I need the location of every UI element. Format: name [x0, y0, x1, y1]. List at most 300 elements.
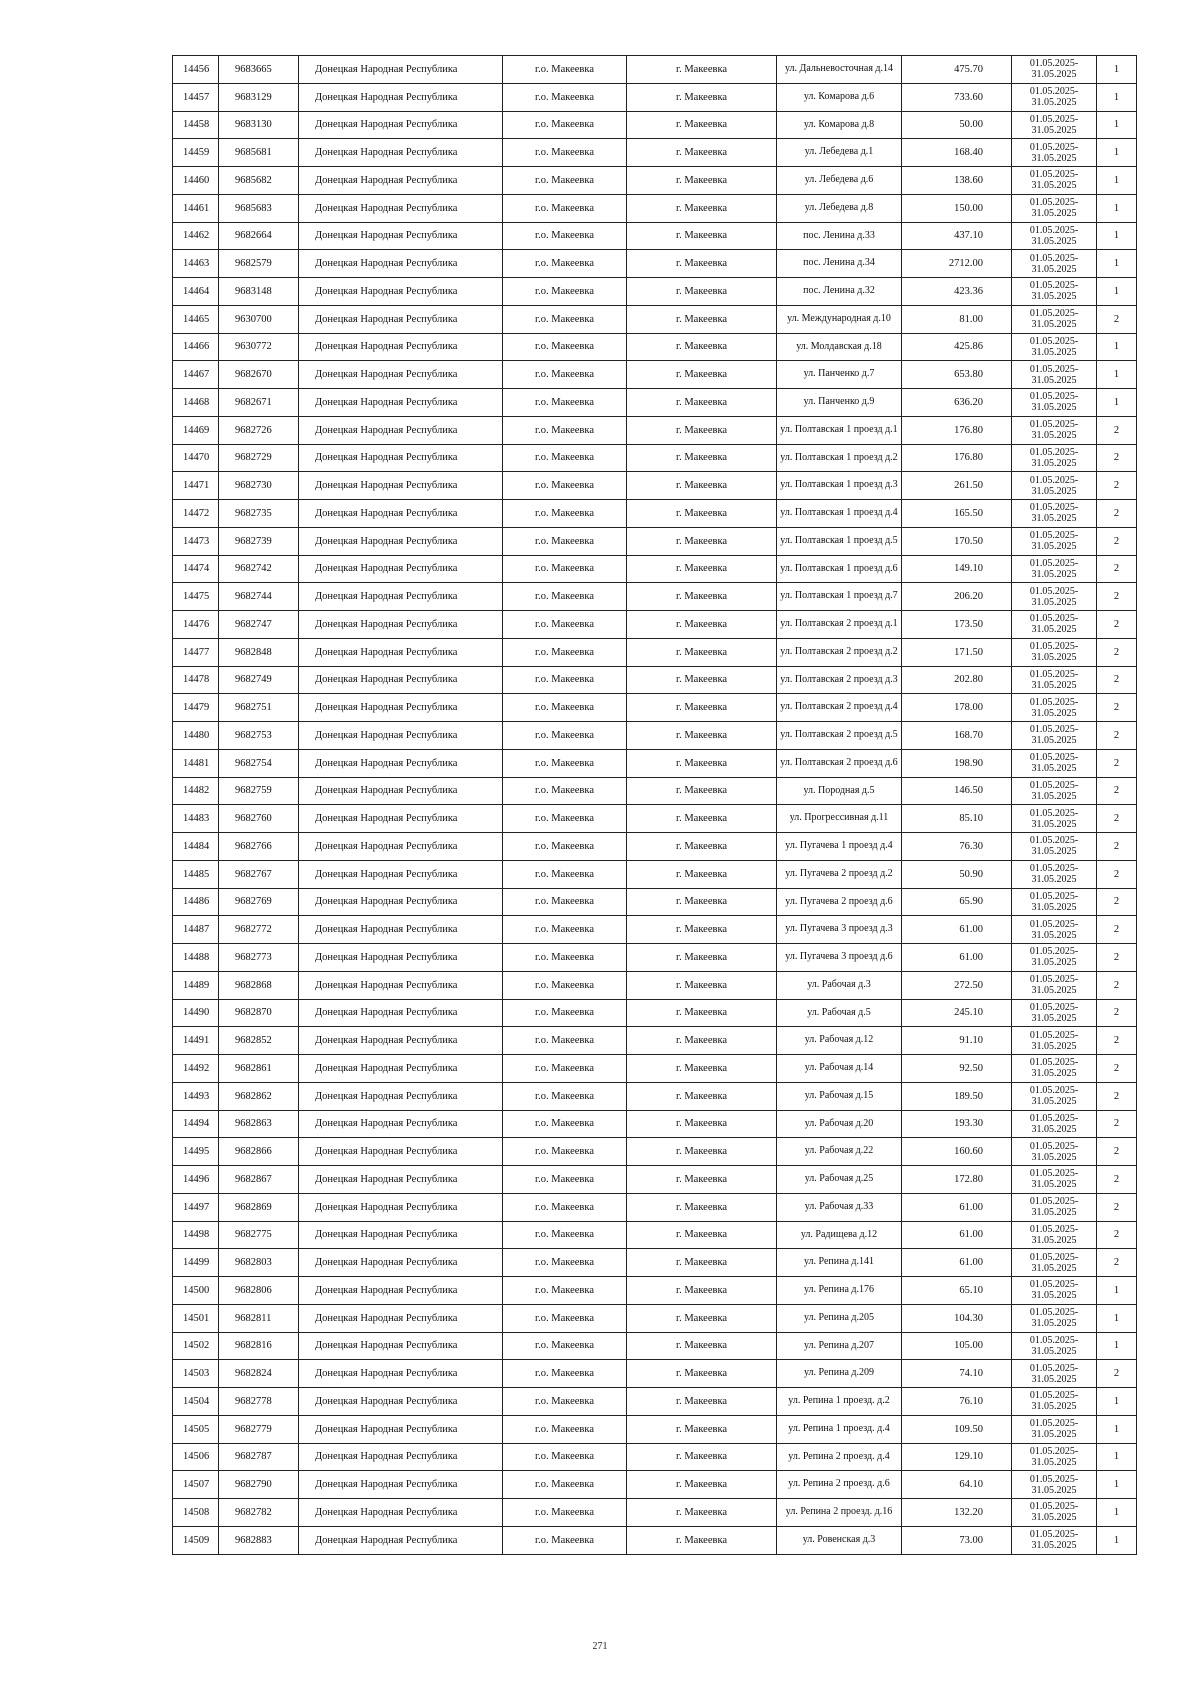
row-number-cell: 14483 [173, 805, 219, 833]
count-cell: 2 [1097, 1055, 1137, 1083]
table-row [173, 638, 1137, 666]
area-cell: 50.00 [902, 111, 1012, 139]
table-row [173, 139, 1137, 167]
city-cell: г. Макеевка [627, 222, 777, 250]
address-cell: ул. Рабочая д.20 [777, 1110, 902, 1138]
area-cell: 165.50 [902, 500, 1012, 528]
table-row [173, 1055, 1137, 1083]
count-cell: 2 [1097, 666, 1137, 694]
district-cell: г.о. Макеевка [503, 250, 627, 278]
period-cell: 01.05.2025- 31.05.2025 [1012, 1166, 1097, 1194]
district-cell: г.о. Макеевка [503, 1221, 627, 1249]
object-code-cell: 9682863 [219, 1110, 299, 1138]
city-cell: г. Макеевка [627, 1332, 777, 1360]
area-cell: 129.10 [902, 1443, 1012, 1471]
address-cell: ул. Лебедева д.6 [777, 167, 902, 195]
region-cell: Донецкая Народная Республика [299, 1360, 503, 1388]
district-cell: г.о. Макеевка [503, 694, 627, 722]
object-code-cell: 9682742 [219, 555, 299, 583]
row-number-cell: 14509 [173, 1526, 219, 1554]
city-cell: г. Макеевка [627, 1526, 777, 1554]
district-cell: г.о. Макеевка [503, 722, 627, 750]
count-cell: 2 [1097, 749, 1137, 777]
area-cell: 171.50 [902, 638, 1012, 666]
city-cell: г. Макеевка [627, 1499, 777, 1527]
city-cell: г. Макеевка [627, 888, 777, 916]
count-cell: 1 [1097, 1332, 1137, 1360]
table-row [173, 1443, 1137, 1471]
count-cell: 1 [1097, 1304, 1137, 1332]
area-cell: 653.80 [902, 361, 1012, 389]
city-cell: г. Макеевка [627, 1304, 777, 1332]
count-cell: 1 [1097, 1443, 1137, 1471]
district-cell: г.о. Макеевка [503, 472, 627, 500]
table-row [173, 1360, 1137, 1388]
object-code-cell: 9682772 [219, 916, 299, 944]
region-cell: Донецкая Народная Республика [299, 1138, 503, 1166]
row-number-cell: 14501 [173, 1304, 219, 1332]
table-row [173, 944, 1137, 972]
address-cell: ул. Полтавская 2 проезд д.1 [777, 611, 902, 639]
period-cell: 01.05.2025- 31.05.2025 [1012, 1304, 1097, 1332]
object-code-cell: 9685681 [219, 139, 299, 167]
object-code-cell: 9682862 [219, 1082, 299, 1110]
row-number-cell: 14481 [173, 749, 219, 777]
period-cell: 01.05.2025- 31.05.2025 [1012, 1415, 1097, 1443]
row-number-cell: 14469 [173, 416, 219, 444]
period-cell: 01.05.2025- 31.05.2025 [1012, 527, 1097, 555]
city-cell: г. Макеевка [627, 56, 777, 84]
address-cell: ул. Рабочая д.22 [777, 1138, 902, 1166]
period-cell: 01.05.2025- 31.05.2025 [1012, 1332, 1097, 1360]
area-cell: 61.00 [902, 1221, 1012, 1249]
address-cell: ул. Репина д.176 [777, 1277, 902, 1305]
district-cell: г.о. Макеевка [503, 1277, 627, 1305]
address-cell: ул. Полтавская 1 проезд д.7 [777, 583, 902, 611]
area-cell: 61.00 [902, 944, 1012, 972]
row-number-cell: 14473 [173, 527, 219, 555]
region-cell: Донецкая Народная Республика [299, 305, 503, 333]
region-cell: Донецкая Народная Республика [299, 944, 503, 972]
region-cell: Донецкая Народная Республика [299, 361, 503, 389]
object-code-cell: 9682759 [219, 777, 299, 805]
district-cell: г.о. Макеевка [503, 1360, 627, 1388]
row-number-cell: 14474 [173, 555, 219, 583]
city-cell: г. Макеевка [627, 1110, 777, 1138]
count-cell: 1 [1097, 1471, 1137, 1499]
object-code-cell: 9682744 [219, 583, 299, 611]
address-cell: ул. Пугачева 2 проезд д.2 [777, 860, 902, 888]
district-cell: г.о. Макеевка [503, 1526, 627, 1554]
object-code-cell: 9682766 [219, 833, 299, 861]
object-code-cell: 9682861 [219, 1055, 299, 1083]
city-cell: г. Макеевка [627, 944, 777, 972]
period-cell: 01.05.2025- 31.05.2025 [1012, 638, 1097, 666]
period-cell: 01.05.2025- 31.05.2025 [1012, 472, 1097, 500]
address-cell: ул. Полтавская 1 проезд д.1 [777, 416, 902, 444]
object-code-cell: 9630772 [219, 333, 299, 361]
address-cell: ул. Рабочая д.12 [777, 1027, 902, 1055]
address-cell: ул. Рабочая д.33 [777, 1193, 902, 1221]
address-cell: ул. Репина 1 проезд. д.4 [777, 1415, 902, 1443]
period-cell: 01.05.2025- 31.05.2025 [1012, 1138, 1097, 1166]
period-cell: 01.05.2025- 31.05.2025 [1012, 944, 1097, 972]
row-number-cell: 14500 [173, 1277, 219, 1305]
count-cell: 2 [1097, 860, 1137, 888]
area-cell: 475.70 [902, 56, 1012, 84]
object-code-cell: 9682803 [219, 1249, 299, 1277]
city-cell: г. Макеевка [627, 638, 777, 666]
period-cell: 01.05.2025- 31.05.2025 [1012, 1082, 1097, 1110]
city-cell: г. Макеевка [627, 194, 777, 222]
count-cell: 2 [1097, 999, 1137, 1027]
region-cell: Донецкая Народная Республика [299, 111, 503, 139]
region-cell: Донецкая Народная Республика [299, 1166, 503, 1194]
table-row [173, 1332, 1137, 1360]
period-cell: 01.05.2025- 31.05.2025 [1012, 1249, 1097, 1277]
district-cell: г.о. Макеевка [503, 611, 627, 639]
city-cell: г. Макеевка [627, 1277, 777, 1305]
object-code-cell: 9682751 [219, 694, 299, 722]
address-cell: ул. Панченко д.7 [777, 361, 902, 389]
region-cell: Донецкая Народная Республика [299, 333, 503, 361]
period-cell: 01.05.2025- 31.05.2025 [1012, 444, 1097, 472]
district-cell: г.о. Макеевка [503, 944, 627, 972]
region-cell: Донецкая Народная Республика [299, 1277, 503, 1305]
count-cell: 1 [1097, 278, 1137, 306]
region-cell: Донецкая Народная Республика [299, 611, 503, 639]
area-cell: 105.00 [902, 1332, 1012, 1360]
area-cell: 437.10 [902, 222, 1012, 250]
count-cell: 2 [1097, 1110, 1137, 1138]
address-cell: ул. Породная д.5 [777, 777, 902, 805]
object-code-cell: 9682670 [219, 361, 299, 389]
count-cell: 2 [1097, 416, 1137, 444]
count-cell: 1 [1097, 139, 1137, 167]
city-cell: г. Макеевка [627, 1166, 777, 1194]
address-cell: ул. Репина 2 проезд. д.6 [777, 1471, 902, 1499]
region-cell: Донецкая Народная Республика [299, 416, 503, 444]
table-row [173, 1526, 1137, 1554]
region-cell: Донецкая Народная Республика [299, 888, 503, 916]
area-cell: 245.10 [902, 999, 1012, 1027]
city-cell: г. Макеевка [627, 1360, 777, 1388]
region-cell: Донецкая Народная Республика [299, 1304, 503, 1332]
object-code-cell: 9682735 [219, 500, 299, 528]
period-cell: 01.05.2025- 31.05.2025 [1012, 1499, 1097, 1527]
object-code-cell: 9630700 [219, 305, 299, 333]
address-cell: ул. Полтавская 1 проезд д.6 [777, 555, 902, 583]
row-number-cell: 14478 [173, 666, 219, 694]
object-code-cell: 9683665 [219, 56, 299, 84]
city-cell: г. Макеевка [627, 1443, 777, 1471]
district-cell: г.о. Макеевка [503, 638, 627, 666]
city-cell: г. Макеевка [627, 833, 777, 861]
table-row [173, 250, 1137, 278]
object-code-cell: 9682867 [219, 1166, 299, 1194]
table-row [173, 361, 1137, 389]
period-cell: 01.05.2025- 31.05.2025 [1012, 749, 1097, 777]
city-cell: г. Макеевка [627, 139, 777, 167]
area-cell: 172.80 [902, 1166, 1012, 1194]
row-number-cell: 14503 [173, 1360, 219, 1388]
area-cell: 160.60 [902, 1138, 1012, 1166]
region-cell: Донецкая Народная Республика [299, 749, 503, 777]
area-cell: 73.00 [902, 1526, 1012, 1554]
period-cell: 01.05.2025- 31.05.2025 [1012, 1110, 1097, 1138]
district-cell: г.о. Макеевка [503, 222, 627, 250]
object-code-cell: 9685682 [219, 167, 299, 195]
period-cell: 01.05.2025- 31.05.2025 [1012, 83, 1097, 111]
district-cell: г.о. Макеевка [503, 1138, 627, 1166]
district-cell: г.о. Макеевка [503, 1055, 627, 1083]
region-cell: Донецкая Народная Республика [299, 1415, 503, 1443]
district-cell: г.о. Макеевка [503, 1027, 627, 1055]
region-cell: Донецкая Народная Республика [299, 1110, 503, 1138]
row-number-cell: 14487 [173, 916, 219, 944]
object-code-cell: 9682730 [219, 472, 299, 500]
row-number-cell: 14477 [173, 638, 219, 666]
count-cell: 2 [1097, 833, 1137, 861]
district-cell: г.о. Макеевка [503, 1304, 627, 1332]
row-number-cell: 14459 [173, 139, 219, 167]
row-number-cell: 14508 [173, 1499, 219, 1527]
table-row [173, 1110, 1137, 1138]
data-table [172, 55, 1137, 1555]
region-cell: Донецкая Народная Республика [299, 278, 503, 306]
count-cell: 2 [1097, 722, 1137, 750]
period-cell: 01.05.2025- 31.05.2025 [1012, 56, 1097, 84]
region-cell: Донецкая Народная Республика [299, 777, 503, 805]
area-cell: 150.00 [902, 194, 1012, 222]
table-row [173, 500, 1137, 528]
count-cell: 1 [1097, 1526, 1137, 1554]
object-code-cell: 9682773 [219, 944, 299, 972]
area-cell: 64.10 [902, 1471, 1012, 1499]
count-cell: 1 [1097, 194, 1137, 222]
row-number-cell: 14467 [173, 361, 219, 389]
district-cell: г.о. Макеевка [503, 583, 627, 611]
area-cell: 189.50 [902, 1082, 1012, 1110]
district-cell: г.о. Макеевка [503, 1499, 627, 1527]
count-cell: 2 [1097, 916, 1137, 944]
count-cell: 1 [1097, 222, 1137, 250]
object-code-cell: 9682747 [219, 611, 299, 639]
region-cell: Донецкая Народная Республика [299, 971, 503, 999]
row-number-cell: 14507 [173, 1471, 219, 1499]
row-number-cell: 14463 [173, 250, 219, 278]
address-cell: ул. Пугачева 3 проезд д.3 [777, 916, 902, 944]
row-number-cell: 14504 [173, 1388, 219, 1416]
object-code-cell: 9683130 [219, 111, 299, 139]
table-row [173, 583, 1137, 611]
address-cell: ул. Репина 2 проезд. д.4 [777, 1443, 902, 1471]
row-number-cell: 14498 [173, 1221, 219, 1249]
period-cell: 01.05.2025- 31.05.2025 [1012, 555, 1097, 583]
address-cell: ул. Репина д.141 [777, 1249, 902, 1277]
address-cell: пос. Ленина д.32 [777, 278, 902, 306]
table-row [173, 555, 1137, 583]
row-number-cell: 14497 [173, 1193, 219, 1221]
area-cell: 170.50 [902, 527, 1012, 555]
area-cell: 733.60 [902, 83, 1012, 111]
area-cell: 76.10 [902, 1388, 1012, 1416]
area-cell: 423.36 [902, 278, 1012, 306]
district-cell: г.о. Макеевка [503, 1443, 627, 1471]
table-row [173, 916, 1137, 944]
region-cell: Донецкая Народная Республика [299, 1082, 503, 1110]
area-cell: 202.80 [902, 666, 1012, 694]
table-row [173, 1304, 1137, 1332]
object-code-cell: 9682767 [219, 860, 299, 888]
table-row [173, 971, 1137, 999]
table-row [173, 305, 1137, 333]
table-row [173, 527, 1137, 555]
row-number-cell: 14465 [173, 305, 219, 333]
region-cell: Донецкая Народная Республика [299, 860, 503, 888]
count-cell: 2 [1097, 805, 1137, 833]
city-cell: г. Макеевка [627, 805, 777, 833]
address-cell: ул. Пугачева 3 проезд д.6 [777, 944, 902, 972]
row-number-cell: 14475 [173, 583, 219, 611]
period-cell: 01.05.2025- 31.05.2025 [1012, 500, 1097, 528]
period-cell: 01.05.2025- 31.05.2025 [1012, 777, 1097, 805]
table-row [173, 472, 1137, 500]
district-cell: г.о. Макеевка [503, 1110, 627, 1138]
row-number-cell: 14466 [173, 333, 219, 361]
city-cell: г. Макеевка [627, 1221, 777, 1249]
district-cell: г.о. Макеевка [503, 278, 627, 306]
area-cell: 198.90 [902, 749, 1012, 777]
region-cell: Донецкая Народная Республика [299, 638, 503, 666]
count-cell: 2 [1097, 1166, 1137, 1194]
row-number-cell: 14485 [173, 860, 219, 888]
region-cell: Донецкая Народная Республика [299, 1055, 503, 1083]
district-cell: г.о. Макеевка [503, 1388, 627, 1416]
count-cell: 2 [1097, 1027, 1137, 1055]
count-cell: 1 [1097, 1415, 1137, 1443]
district-cell: г.о. Макеевка [503, 56, 627, 84]
table-row [173, 1166, 1137, 1194]
row-number-cell: 14457 [173, 83, 219, 111]
area-cell: 104.30 [902, 1304, 1012, 1332]
table-row [173, 194, 1137, 222]
count-cell: 2 [1097, 638, 1137, 666]
city-cell: г. Макеевка [627, 250, 777, 278]
district-cell: г.о. Макеевка [503, 1193, 627, 1221]
region-cell: Донецкая Народная Республика [299, 472, 503, 500]
table-row [173, 333, 1137, 361]
region-cell: Донецкая Народная Республика [299, 500, 503, 528]
area-cell: 91.10 [902, 1027, 1012, 1055]
address-cell: ул. Молдавская д.18 [777, 333, 902, 361]
row-number-cell: 14470 [173, 444, 219, 472]
address-cell: ул. Международная д.10 [777, 305, 902, 333]
region-cell: Донецкая Народная Республика [299, 250, 503, 278]
city-cell: г. Макеевка [627, 694, 777, 722]
period-cell: 01.05.2025- 31.05.2025 [1012, 1360, 1097, 1388]
region-cell: Донецкая Народная Республика [299, 1249, 503, 1277]
object-code-cell: 9682760 [219, 805, 299, 833]
area-cell: 261.50 [902, 472, 1012, 500]
address-cell: ул. Радищева д.12 [777, 1221, 902, 1249]
period-cell: 01.05.2025- 31.05.2025 [1012, 694, 1097, 722]
city-cell: г. Макеевка [627, 1055, 777, 1083]
district-cell: г.о. Макеевка [503, 333, 627, 361]
row-number-cell: 14484 [173, 833, 219, 861]
city-cell: г. Макеевка [627, 278, 777, 306]
row-number-cell: 14468 [173, 389, 219, 417]
period-cell: 01.05.2025- 31.05.2025 [1012, 139, 1097, 167]
table-row [173, 222, 1137, 250]
area-cell: 636.20 [902, 389, 1012, 417]
city-cell: г. Макеевка [627, 361, 777, 389]
address-cell: ул. Репина д.207 [777, 1332, 902, 1360]
count-cell: 1 [1097, 1499, 1137, 1527]
period-cell: 01.05.2025- 31.05.2025 [1012, 1221, 1097, 1249]
region-cell: Донецкая Народная Республика [299, 1193, 503, 1221]
row-number-cell: 14494 [173, 1110, 219, 1138]
object-code-cell: 9682729 [219, 444, 299, 472]
address-cell: ул. Рабочая д.15 [777, 1082, 902, 1110]
area-cell: 65.90 [902, 888, 1012, 916]
period-cell: 01.05.2025- 31.05.2025 [1012, 389, 1097, 417]
address-cell: ул. Репина 2 проезд. д.16 [777, 1499, 902, 1527]
area-cell: 425.86 [902, 333, 1012, 361]
region-cell: Донецкая Народная Республика [299, 833, 503, 861]
district-cell: г.о. Макеевка [503, 500, 627, 528]
district-cell: г.о. Макеевка [503, 1415, 627, 1443]
row-number-cell: 14495 [173, 1138, 219, 1166]
period-cell: 01.05.2025- 31.05.2025 [1012, 860, 1097, 888]
address-cell: ул. Полтавская 1 проезд д.2 [777, 444, 902, 472]
city-cell: г. Макеевка [627, 305, 777, 333]
city-cell: г. Макеевка [627, 777, 777, 805]
district-cell: г.о. Макеевка [503, 805, 627, 833]
row-number-cell: 14505 [173, 1415, 219, 1443]
period-cell: 01.05.2025- 31.05.2025 [1012, 1388, 1097, 1416]
area-cell: 74.10 [902, 1360, 1012, 1388]
table-row [173, 1415, 1137, 1443]
region-cell: Донецкая Народная Республика [299, 555, 503, 583]
period-cell: 01.05.2025- 31.05.2025 [1012, 416, 1097, 444]
count-cell: 1 [1097, 83, 1137, 111]
count-cell: 1 [1097, 1277, 1137, 1305]
table-row [173, 56, 1137, 84]
district-cell: г.о. Макеевка [503, 139, 627, 167]
period-cell: 01.05.2025- 31.05.2025 [1012, 333, 1097, 361]
address-cell: ул. Пугачева 2 проезд д.6 [777, 888, 902, 916]
object-code-cell: 9682790 [219, 1471, 299, 1499]
row-number-cell: 14490 [173, 999, 219, 1027]
city-cell: г. Макеевка [627, 472, 777, 500]
count-cell: 2 [1097, 472, 1137, 500]
district-cell: г.о. Макеевка [503, 361, 627, 389]
object-code-cell: 9683148 [219, 278, 299, 306]
city-cell: г. Макеевка [627, 971, 777, 999]
period-cell: 01.05.2025- 31.05.2025 [1012, 833, 1097, 861]
address-cell: ул. Полтавская 2 проезд д.2 [777, 638, 902, 666]
row-number-cell: 14464 [173, 278, 219, 306]
district-cell: г.о. Макеевка [503, 888, 627, 916]
region-cell: Донецкая Народная Республика [299, 1221, 503, 1249]
address-cell: ул. Пугачева 1 проезд д.4 [777, 833, 902, 861]
district-cell: г.о. Макеевка [503, 1471, 627, 1499]
row-number-cell: 14460 [173, 167, 219, 195]
object-code-cell: 9682579 [219, 250, 299, 278]
table-row [173, 1388, 1137, 1416]
table-row [173, 1499, 1137, 1527]
